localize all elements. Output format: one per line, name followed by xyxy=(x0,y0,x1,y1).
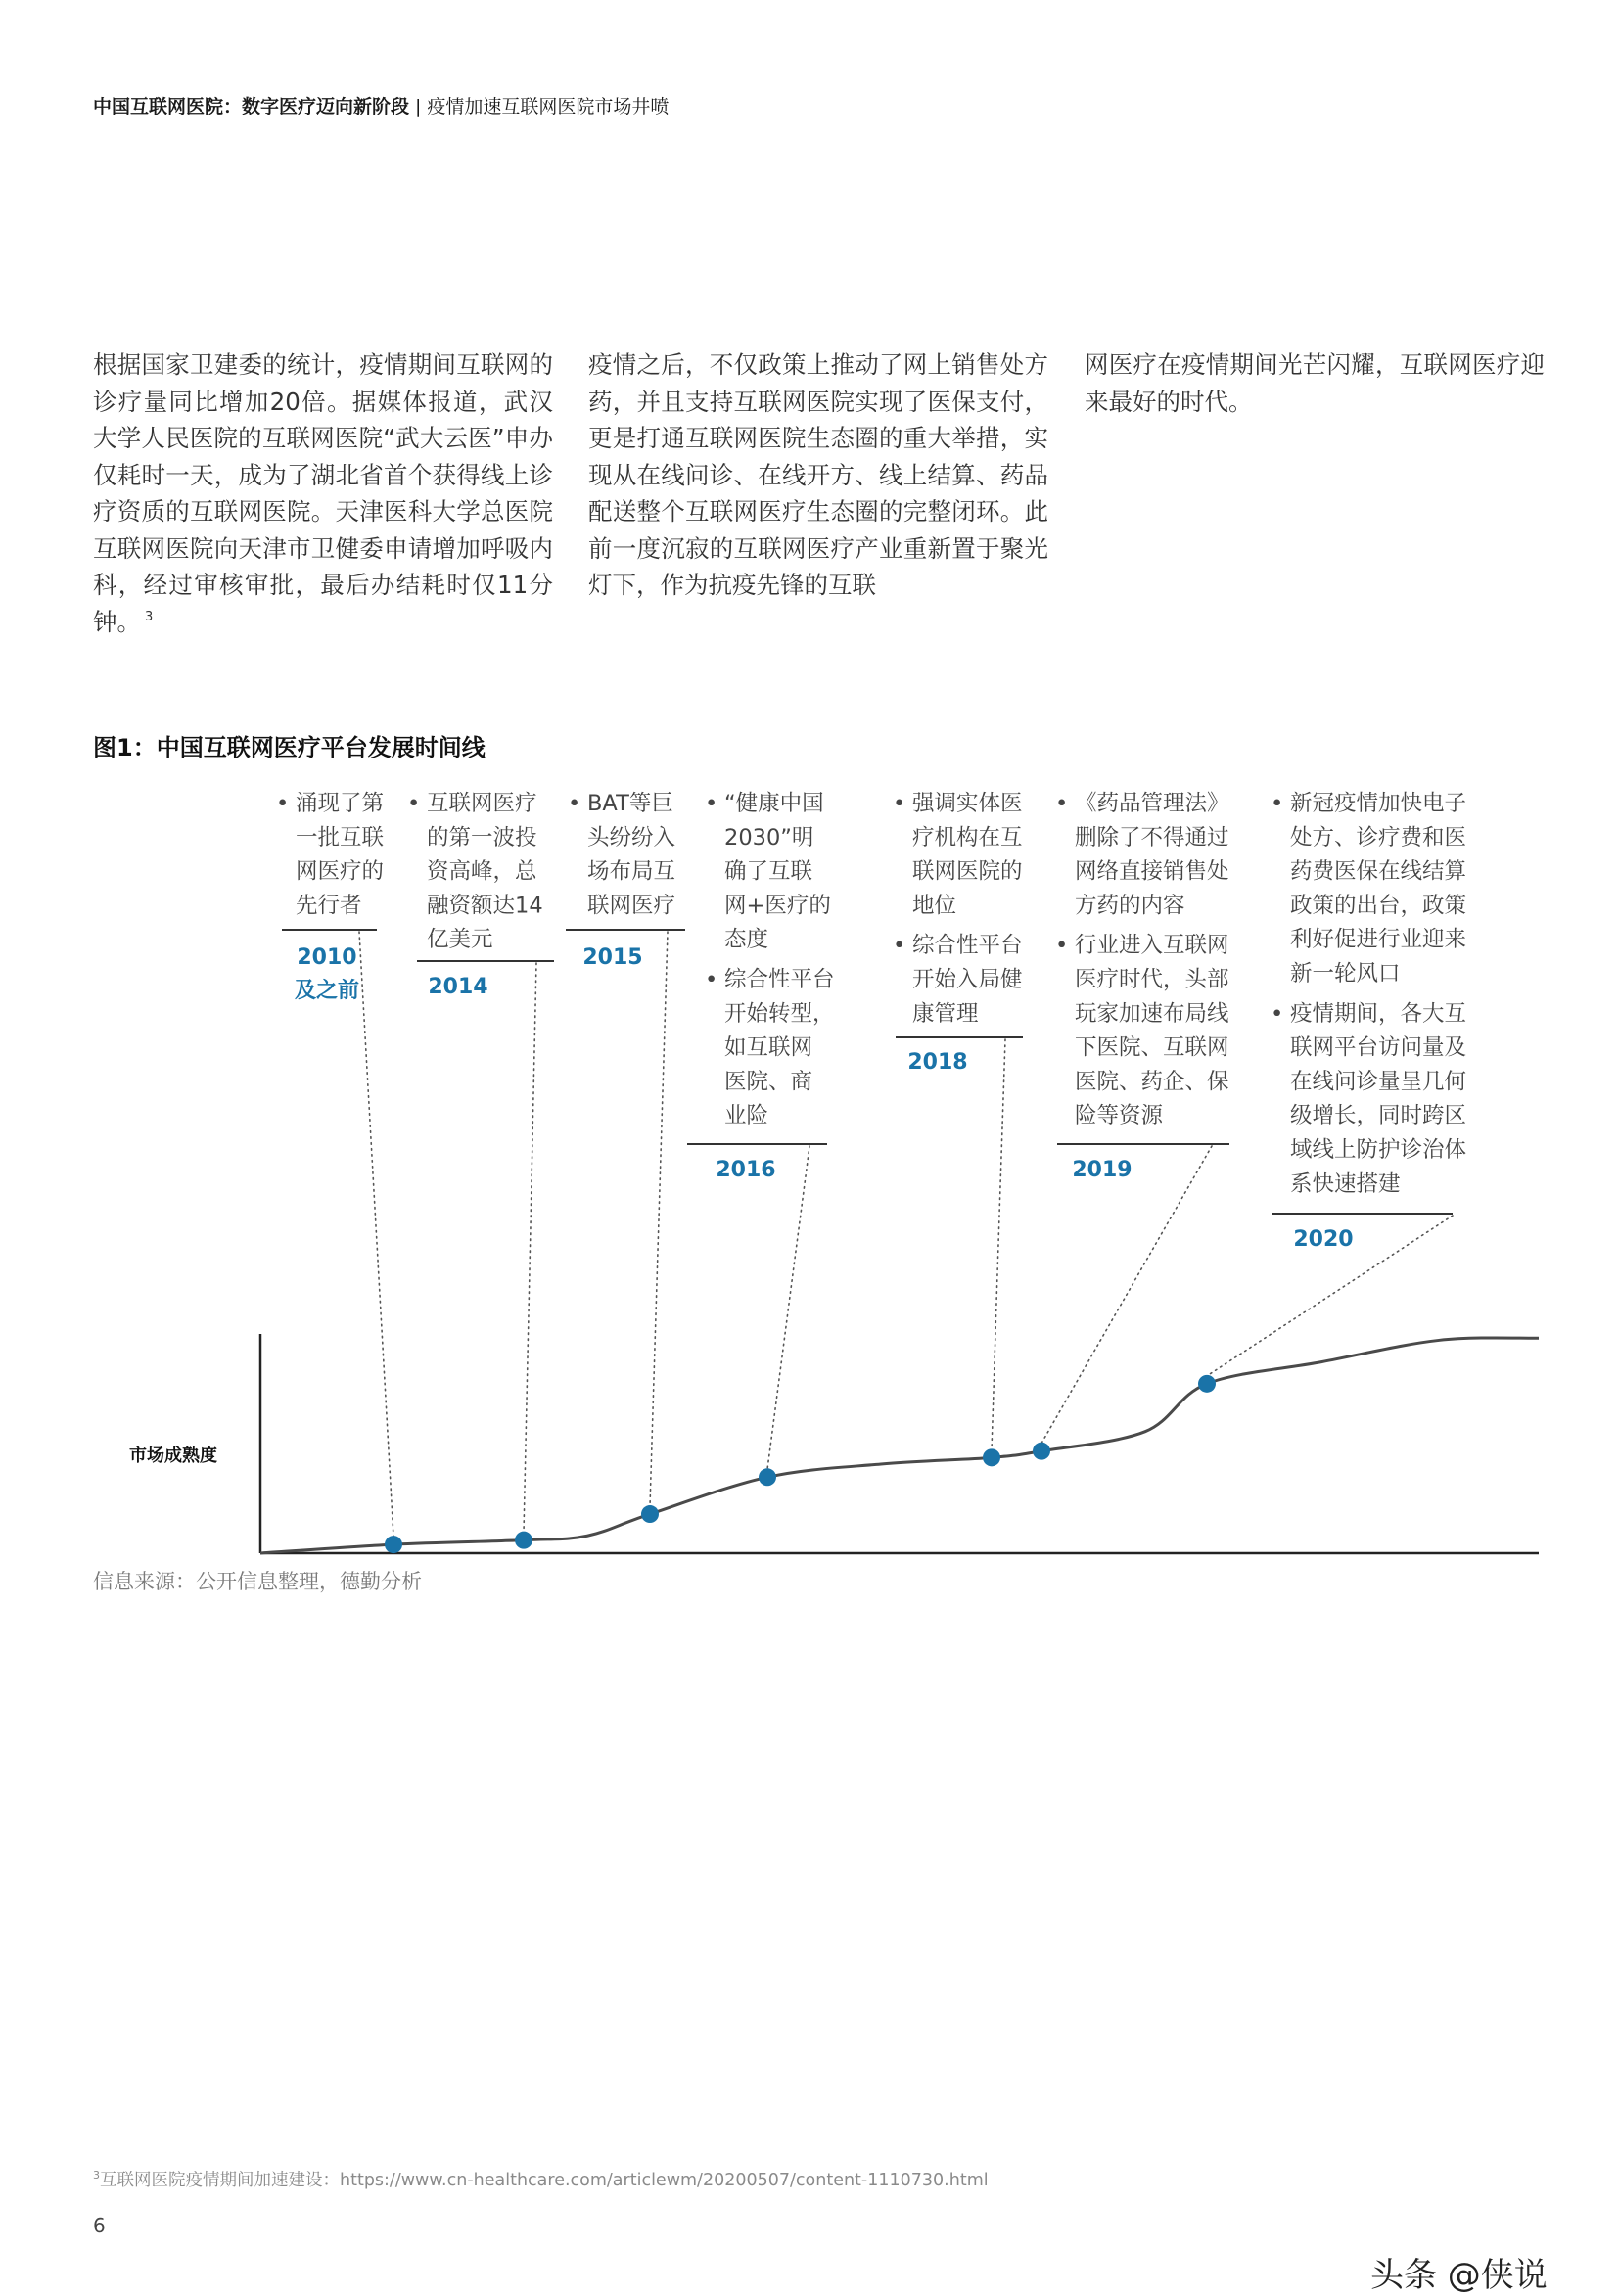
bullet-marker: • xyxy=(705,791,718,816)
milestone-text-line: 在线问诊量呈几何 xyxy=(1290,1069,1467,1095)
milestone-text-line: 融资额达14 xyxy=(427,893,543,919)
milestone-text-line: 地位 xyxy=(912,893,957,919)
body-column-2 xyxy=(588,346,1048,604)
leader-line xyxy=(767,1146,810,1469)
body-text-2: 疫情之后，不仅政策上推动了网上销售处方药，并且支持互联网医院实现了医保支付，更是打通互联网医院生态圈的重大举措，实现从在线问诊、在线开方、线上结算、药品配送整个互联网医疗生态圈的完整闭环。此前一度沉寂的互联网医疗产业重新置于聚光灯下，作为抗疫先锋的互联 xyxy=(588,350,1048,599)
y-axis-label: 市场成熟度 xyxy=(129,1446,217,1466)
milestone-year: 2014 xyxy=(428,975,488,999)
milestone-dot xyxy=(1033,1443,1050,1460)
milestone-year: 2016 xyxy=(716,1158,776,1182)
milestone-text-line: 综合性平台 xyxy=(724,967,835,992)
source-note: 信息来源：公开信息整理，德勤分析 xyxy=(93,1570,422,1593)
milestone-text-line: 政策的出台，政策 xyxy=(1290,893,1467,919)
milestone-dot xyxy=(515,1532,532,1549)
footnote-number: 3 xyxy=(93,2169,100,2182)
milestone-text-line: 删除了不得通过 xyxy=(1075,824,1229,850)
milestone-text-line: 2030”明 xyxy=(724,824,814,850)
milestone-dot xyxy=(641,1505,659,1523)
milestone-text-line: 利好促进行业迎来 xyxy=(1290,927,1467,953)
milestone-text-line: 《药品管理法》 xyxy=(1075,791,1229,816)
body-text-1: 根据国家卫建委的统计，疫情期间互联网的诊疗量同比增加20倍。据媒体报道，武汉大学人民医院的互联网医院“武大云医”申办仅耗时一天，成为了湖北省首个获得线上诊疗资质的互联网医院。天津医科大学总医院互联网医院向天津市卫健委申请增加呼吸内科，经过审核审批，最后办结耗时仅11分钟。 xyxy=(93,350,553,636)
milestone-2014 xyxy=(407,791,554,1549)
bullet-marker: • xyxy=(893,791,906,816)
milestone-text-line: 开始转型， xyxy=(724,1000,835,1027)
timeline-chart xyxy=(0,763,1619,1566)
footnote-text: 互联网医院疫情期间加速建设： xyxy=(100,2171,340,2190)
milestone-text-line: 确了互联 xyxy=(724,858,813,885)
header-title: 中国互联网医院：数字医疗迈向新阶段 xyxy=(93,96,410,117)
milestone-text-line: 医疗时代，头部 xyxy=(1075,967,1229,992)
footnote xyxy=(93,2167,989,2191)
milestone-text-line: 综合性平台 xyxy=(912,933,1023,959)
milestone-text-line: 医院、商 xyxy=(724,1069,813,1095)
milestone-2018 xyxy=(893,791,1023,1466)
bullet-marker: • xyxy=(705,967,718,992)
milestone-text-line: 下医院、互联网 xyxy=(1075,1034,1229,1061)
milestone-2019 xyxy=(1033,791,1229,1460)
header-separator: | xyxy=(415,96,422,117)
milestone-text-line: 场布局互 xyxy=(587,858,676,885)
leader-line xyxy=(359,932,393,1537)
milestone-dot xyxy=(1198,1375,1216,1393)
leader-line xyxy=(992,1039,1005,1449)
bullet-marker: • xyxy=(1271,791,1284,816)
milestone-year: 及之前 xyxy=(294,979,360,1003)
milestone-text-line: 态度 xyxy=(724,927,769,953)
bullet-marker: • xyxy=(893,933,906,959)
milestone-year: 2015 xyxy=(582,945,643,970)
milestone-text-line: 系快速搭建 xyxy=(1290,1171,1401,1197)
milestone-text-line: “健康中国 xyxy=(724,791,824,816)
leader-line xyxy=(650,932,668,1506)
milestone-text-line: 先行者 xyxy=(296,893,362,919)
milestone-2010 xyxy=(276,791,402,1553)
milestone-text-line: 行业进入互联网 xyxy=(1075,933,1229,959)
footnote-url[interactable]: https://www.cn-healthcare.com/articlewm/20200507/content-1110730.html xyxy=(340,2171,989,2190)
milestone-text-line: 新冠疫情加快电子 xyxy=(1290,791,1467,816)
milestone-dot xyxy=(983,1448,1000,1466)
bullet-marker: • xyxy=(1271,1000,1284,1027)
bullet-marker: • xyxy=(407,791,421,816)
milestone-text-line: 资高峰，总 xyxy=(427,858,537,885)
milestone-2020 xyxy=(1198,791,1466,1393)
milestone-text-line: 网+医疗的 xyxy=(724,893,831,919)
milestone-text-line: 业险 xyxy=(724,1103,769,1129)
milestone-dot xyxy=(759,1468,776,1486)
milestone-dot xyxy=(385,1536,402,1553)
body-column-3 xyxy=(1085,346,1545,420)
milestone-text-line: 险等资源 xyxy=(1075,1103,1164,1129)
milestone-text-line: 亿美元 xyxy=(427,927,493,953)
header-subtitle: 疫情加速互联网医院市场井喷 xyxy=(427,96,670,117)
milestone-text-line: 头纷纷入 xyxy=(587,824,676,850)
milestone-text-line: 联网医院的 xyxy=(912,858,1023,885)
maturity-curve xyxy=(260,1338,1539,1553)
milestone-year: 2019 xyxy=(1072,1158,1133,1182)
milestone-text-line: 一批互联 xyxy=(296,824,385,850)
milestone-text-line: 如互联网 xyxy=(724,1034,813,1061)
milestone-text-line: 涌现了第 xyxy=(296,791,385,816)
milestone-text-line: 级增长，同时跨区 xyxy=(1290,1103,1467,1129)
body-text-3: 网医疗在疫情期间光芒闪耀，互联网医疗迎来最好的时代。 xyxy=(1085,350,1545,416)
milestone-text-line: 处方、诊疗费和医 xyxy=(1290,824,1467,850)
milestone-text-line: 的第一波投 xyxy=(427,824,537,850)
milestone-text-line: 开始入局健 xyxy=(912,967,1023,992)
milestone-text-line: 互联网医疗 xyxy=(427,791,537,816)
bullet-marker: • xyxy=(1055,933,1069,959)
bullet-marker: • xyxy=(1055,791,1069,816)
bullet-marker: • xyxy=(568,791,581,816)
leader-line xyxy=(524,963,536,1533)
milestone-text-line: 强调实体医 xyxy=(912,791,1023,816)
milestone-text-line: 方药的内容 xyxy=(1075,893,1185,919)
body-column-1 xyxy=(93,346,553,640)
milestone-2016 xyxy=(687,791,835,1486)
milestone-text-line: BAT等巨 xyxy=(587,791,673,816)
bullet-marker: • xyxy=(276,791,290,816)
milestone-text-line: 玩家加速布局线 xyxy=(1075,1000,1229,1027)
milestone-year: 2018 xyxy=(907,1050,968,1075)
milestone-text-line: 康管理 xyxy=(912,1000,979,1027)
milestone-text-line: 医院、药企、保 xyxy=(1075,1069,1229,1095)
milestone-text-line: 药费医保在线结算 xyxy=(1290,858,1467,885)
milestone-year: 2020 xyxy=(1293,1227,1354,1252)
milestone-text-line: 网医疗的 xyxy=(296,858,385,885)
milestone-year: 2010 xyxy=(297,945,357,970)
figure-title: 图1：中国互联网医疗平台发展时间线 xyxy=(93,734,486,761)
milestone-text-line: 新一轮风口 xyxy=(1290,961,1401,987)
milestone-text-line: 联网平台访问量及 xyxy=(1290,1034,1467,1061)
milestone-text-line: 联网医疗 xyxy=(587,893,676,919)
milestone-text-line: 域线上防护诊治体 xyxy=(1290,1137,1467,1163)
watermark: 头条 @侠说 xyxy=(1370,2256,1548,2295)
page-number: 6 xyxy=(93,2214,106,2237)
milestone-2015 xyxy=(566,791,685,1523)
milestone-text-line: 网络直接销售处 xyxy=(1075,858,1229,885)
milestone-text-line: 疗机构在互 xyxy=(912,824,1023,850)
milestone-text-line: 疫情期间，各大互 xyxy=(1290,1000,1467,1027)
footnote-reference[interactable]: 3 xyxy=(145,610,154,625)
page-header xyxy=(93,92,669,118)
